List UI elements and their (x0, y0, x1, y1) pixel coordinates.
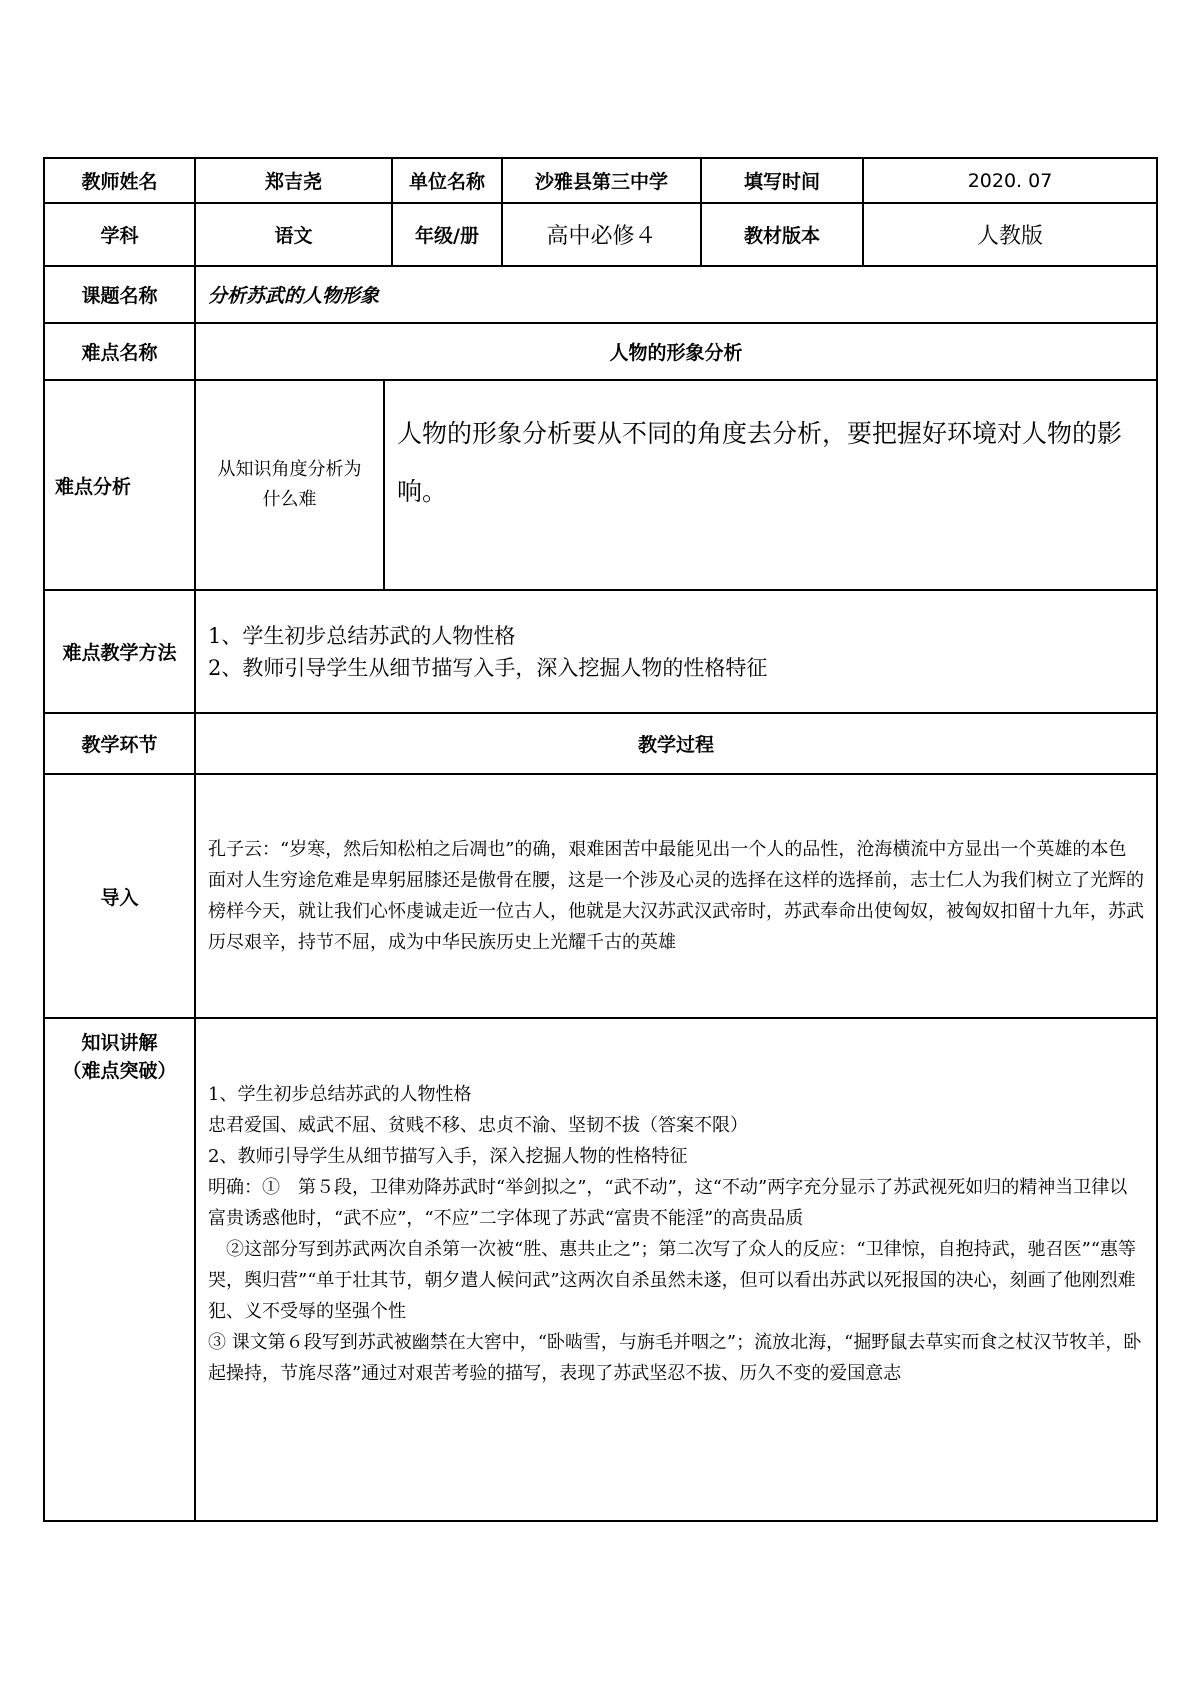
intro-row (44, 774, 1157, 1018)
topic-label: 课题名称 (44, 266, 195, 323)
knowledge-label (44, 1018, 195, 1521)
knowledge-content (195, 1018, 1157, 1521)
subject-value: 语文 (195, 203, 392, 266)
knowledge-row (44, 1018, 1157, 1521)
header-row-1 (44, 158, 1157, 203)
intro-text: 孔子云：“岁寒，然后知松柏之后凋也”的确，艰难困苦中最能见出一个人的品性，沧海横流中方显出一个英雄的本色面对人生穷途危难是卑躬屈膝还是傲骨在腰，这是一个涉及心灵的选择在这样的选择前，志士仁人为我们树立了光辉的榜样今天，就让我们心怀虔诚走近一位古人，他就是大汉苏武汉武帝时，苏武奉命出使匈奴，被匈奴扣留十九年，苏武历尽艰辛，持节不屈，成为中华民族历史上光耀千古的英雄 (195, 774, 1157, 1018)
unit-name-value: 沙雅县第三中学 (502, 158, 701, 203)
knowledge-answer-1: 忠君爱国、威武不屈、贫贱不移、忠贞不渝、坚韧不拔（答案不限） (208, 1115, 748, 1136)
edition-label: 教材版本 (701, 203, 863, 266)
method-line-1: 1、学生初步总结苏武的人物性格 (208, 623, 516, 648)
analysis-sub-label: 从知识角度分析为什么难 (196, 381, 385, 589)
grade-value: 高中必修４ (502, 203, 701, 266)
process-row (44, 713, 1157, 774)
knowledge-detail-1: 明确：① 第５段，卫律劝降苏武时“举剑拟之”，“武不动”，这“不动”两字充分显示了苏武视死如归的精神当卫律以富贵诱惑他时，“武不应”，“不应”二字体现了苏武“富贵不能淫”的高贵品质 (208, 1177, 1128, 1229)
subject-label: 学科 (44, 203, 195, 266)
analysis-content-cell (195, 380, 1157, 590)
knowledge-label-line-1: 知识讲解 (81, 1032, 158, 1054)
knowledge-detail-2: ②这部分写到苏武两次自杀第一次被“胜、惠共止之”；第二次写了众人的反应：“卫律惊，自抱持武，驰召医”“惠等哭，舆归营”“单于壮其节，朝夕遣人候问武”这两次自杀虽然未遂，但可以看出苏武以死报国的决心，刻画了他刚烈难犯、义不受辱的坚强个性 (208, 1239, 1137, 1322)
process-label: 教学环节 (44, 713, 195, 774)
analysis-text: 人物的形象分析要从不同的角度去分析，要把握好环境对人物的影响。 (397, 419, 1123, 506)
teacher-name-label: 教师姓名 (44, 158, 195, 203)
teacher-name-value: 郑吉尧 (195, 158, 392, 203)
unit-name-label: 单位名称 (392, 158, 502, 203)
knowledge-point-2: 2、教师引导学生从细节描写入手，深入挖掘人物的性格特征 (208, 1146, 688, 1167)
edition-value: 人教版 (863, 203, 1157, 266)
difficulty-value: 人物的形象分析 (195, 323, 1157, 380)
knowledge-detail-3: ③ 课文第６段写到苏武被幽禁在大窖中，“卧啮雪，与旃毛并咽之”；流放北海，“掘野鼠去草实而食之杖汉节牧羊，卧起操持，节旄尽落”通过对艰苦考验的描写，表现了苏武坚忍不拔、历久不变的爱国意志 (208, 1332, 1142, 1384)
process-value: 教学过程 (195, 713, 1157, 774)
fill-time-value: 2020. 07 (863, 158, 1157, 203)
intro-label: 导入 (44, 774, 195, 1018)
difficulty-row (44, 323, 1157, 380)
method-line-2: 2、教师引导学生从细节描写入手，深入挖掘人物的性格特征 (208, 655, 768, 680)
lesson-plan-form (43, 157, 1156, 1520)
topic-value: 分析苏武的人物形象 (195, 266, 1157, 323)
lesson-plan-table (43, 157, 1158, 1522)
header-row-2 (44, 203, 1157, 266)
analysis-row (44, 380, 1157, 590)
fill-time-label: 填写时间 (701, 158, 863, 203)
analysis-label: 难点分析 (44, 380, 195, 590)
topic-row (44, 266, 1157, 323)
method-label: 难点教学方法 (44, 590, 195, 713)
difficulty-label: 难点名称 (44, 323, 195, 380)
method-row (44, 590, 1157, 713)
grade-label: 年级/册 (392, 203, 502, 266)
knowledge-label-line-2: （难点突破） (62, 1060, 177, 1082)
knowledge-point-1: 1、学生初步总结苏武的人物性格 (208, 1084, 472, 1105)
method-content (195, 590, 1157, 713)
